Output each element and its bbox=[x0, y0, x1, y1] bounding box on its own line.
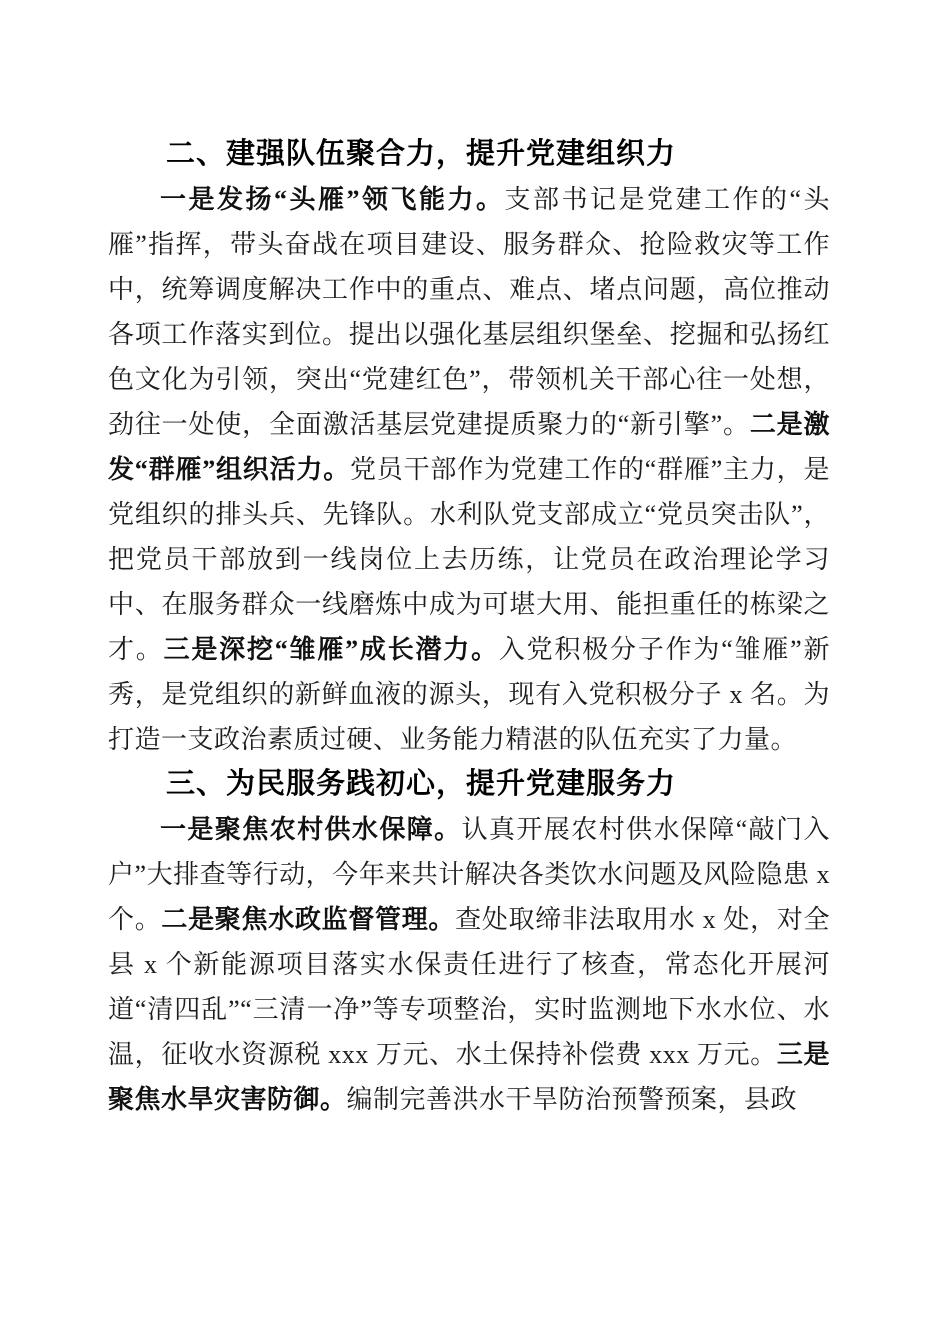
text-run: 支部书记是党建工作的“头雁”指挥，带头奋战在项目建设、服务群众、抢险救灾等工作中，统筹调度解决工作中的重点、难点、堵点问题，高位推动各项工作落实到位。提出以强化基层组织堡垒、挖掘和弘扬红色文化为引领，突出“党建红色”，带领机关干部心往一处想，劲往一处使，全面激活基层党建提质聚力的“新引擎”。 bbox=[108, 185, 830, 439]
text-run-emphasis: 三是深挖“雏雁”成长潜力。 bbox=[163, 635, 499, 664]
text-run-emphasis: 三是聚焦水旱灾害防御。 bbox=[108, 1040, 830, 1114]
section-heading: 二、建强队伍聚合力，提升党建组织力 bbox=[166, 138, 677, 170]
paragraph bbox=[108, 177, 830, 762]
text-run-emphasis: 二是激发“群雁”组织活力。 bbox=[108, 410, 830, 484]
document-body bbox=[108, 132, 830, 1122]
text-run: 党员干部作为党建工作的“群雁”主力，是党组织的排头兵、先锋队。水利队党支部成立“党员突击队”，把党员干部放到一线岗位上去历练，让党员在政治理论学习中、在服务群众一线磨炼中成为可堪大用、能担重任的栋梁之才。 bbox=[108, 455, 830, 664]
text-run-emphasis: 一是发扬“头雁”领飞能力。 bbox=[160, 185, 505, 214]
text-run: 编制完善洪水干旱防治预警预案，县政 bbox=[346, 1085, 798, 1114]
text-run: 认真开展农村供水保障“敲门入户”大排查等行动，今年来共计解决各类饮水问题及风险隐患 x 个。 bbox=[108, 815, 830, 934]
paragraph bbox=[108, 807, 830, 1122]
section-heading: 三、为民服务践初心，提升党建服务力 bbox=[166, 768, 677, 800]
text-run-emphasis: 一是聚焦农村供水保障。 bbox=[160, 815, 462, 844]
text-run: 入党积极分子作为“雏雁”新秀，是党组织的新鲜血液的源头，现有入党积极分子 x 名。为打造一支政治素质过硬、业务能力精湛的队伍充实了力量。 bbox=[108, 635, 830, 754]
text-run: 查处取缔非法取用水 x 处，对全县 x 个新能源项目落实水保责任进行了核查，常态化开展河道“清四乱”“三清一净”等专项整治，实时监测地下水水位、水温，征收水资源税 xxx 万元、水土保持补偿费 xxx 万元。 bbox=[108, 905, 830, 1069]
text-run-emphasis: 二是聚焦水政监督管理。 bbox=[161, 905, 456, 934]
